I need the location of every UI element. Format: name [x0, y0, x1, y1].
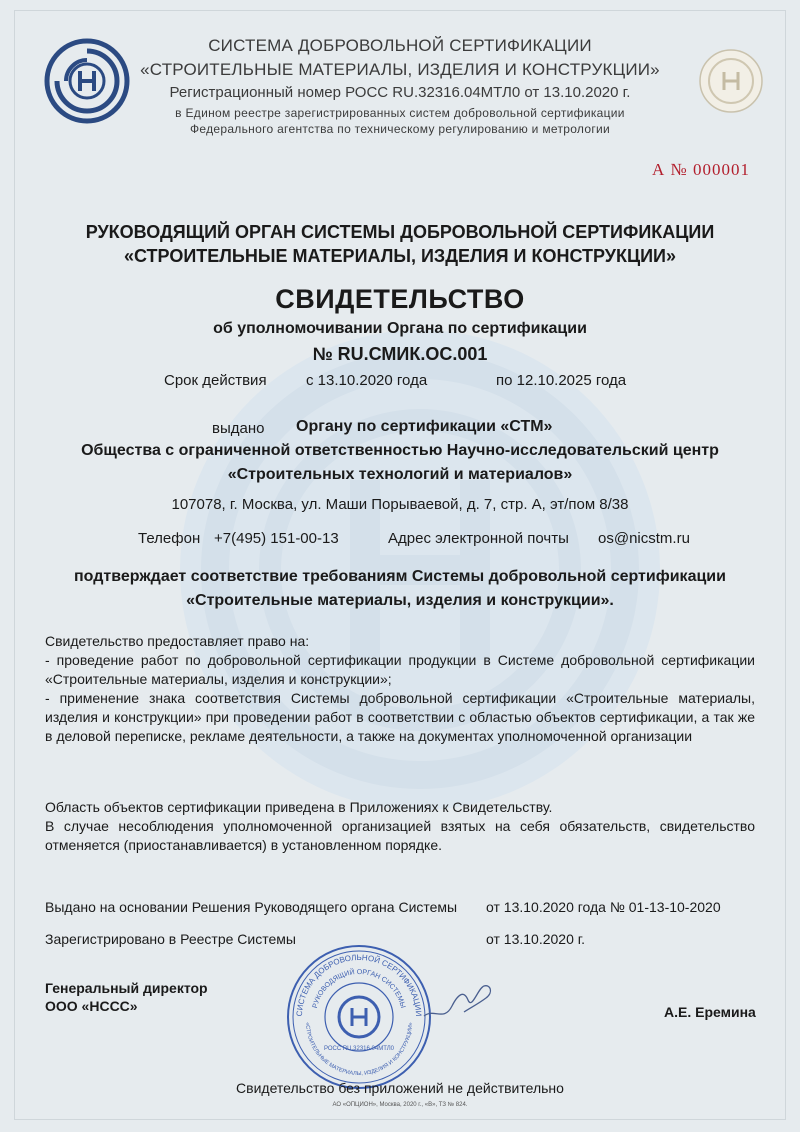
issued-company-line1: Общества с ограниченной ответственностью Научно-исследовательский центр [81, 442, 719, 459]
rights-block [45, 632, 755, 746]
confirms-line2: «Строительные материалы, изделия и конструкции». [186, 592, 614, 609]
header-registration: Регистрационный номер РОСС RU.32316.04МТЛ0 от 13.10.2020 г. [169, 84, 631, 101]
header-registry-line2: Федерального агентства по техническому регулированию и метрологии [189, 122, 611, 136]
email-value: os@nicstm.ru [598, 530, 690, 547]
registered-label: Зарегистрировано в Реестре Системы [45, 931, 296, 947]
document-title: СВИДЕТЕЛЬСТВО [275, 284, 525, 314]
registered-value: от 13.10.2020 г. [486, 931, 586, 947]
official-stamp [284, 942, 434, 1092]
issuer-line1: РУКОВОДЯЩИЙ ОРГАН СИСТЕМЫ ДОБРОВОЛЬНОЙ СЕРТИФИКАЦИИ [85, 222, 715, 242]
serial-number: А № 000001 [652, 160, 750, 179]
header-system-name: СИСТЕМА ДОБРОВОЛЬНОЙ СЕРТИФИКАЦИИ [208, 36, 592, 55]
scope-line1: Область объектов сертификации приведена в Приложениях к Свидетельству. [45, 799, 553, 815]
stamp-bottom-text: «СТРОИТЕЛЬНЫЕ МАТЕРИАЛЫ, ИЗДЕЛИЯ И КОНСТРУКЦИИ» [303, 1022, 415, 1078]
issued-label: выдано [212, 420, 265, 437]
email-label: Адрес электронной почты [388, 530, 569, 547]
signatory-name: А.Е. Еремина [664, 1004, 756, 1020]
document-subtitle: об уполномочивании Органа по сертификации [213, 320, 587, 337]
issued-address: 107078, г. Москва, ул. Маши Порываевой, д. 7, стр. А, эт/пом 8/38 [171, 496, 629, 513]
stamp-reg-text: РОСС RU.32316.04МТЛ0 [323, 1046, 395, 1052]
hologram-sticker-icon [698, 48, 764, 114]
validity-from: с 13.10.2020 года [306, 372, 428, 389]
rights-item-1: - проведение работ по добровольной сертификации продукции в Системе добровольной сертификации «Строительные материалы, изделия и конструкции»; [45, 652, 755, 687]
print-info: АО «ОПЦИОН», Москва, 2020 г., «В», ТЗ № 824. [332, 1102, 468, 1108]
signatory-company: ООО «НССС» [45, 998, 138, 1014]
basis-label: Выдано на основании Решения Руководящего органа Системы [45, 899, 458, 915]
header-registry-line1: в Едином реестре зарегистрированных систем добровольной сертификации [175, 106, 625, 120]
scope-block [45, 798, 755, 855]
phone-label: Телефон [138, 530, 201, 547]
phone-value: +7(495) 151-00-13 [214, 530, 339, 547]
validity-label: Срок действия [164, 372, 267, 389]
basis-value: от 13.10.2020 года № 01-13-10-2020 [486, 899, 721, 915]
validity-to: по 12.10.2025 года [496, 372, 627, 389]
signature-mark [420, 978, 500, 1028]
stamp-inner-text: РУКОВОДЯЩИЙ ОРГАН СИСТЕМЫ [311, 968, 407, 1009]
issuer-line2: «СТРОИТЕЛЬНЫЕ МАТЕРИАЛЫ, ИЗДЕЛИЯ И КОНСТРУКЦИИ» [124, 246, 676, 266]
stamp-outer-text: СИСТЕМА ДОБРОВОЛЬНОЙ СЕРТИФИКАЦИИ [294, 952, 424, 1017]
rights-intro: Свидетельство предоставляет право на: [45, 633, 310, 649]
confirms-line1: подтверждает соответствие требованиям Системы добровольной сертификации [74, 568, 726, 585]
signatory-position: Генеральный директор [45, 980, 208, 996]
footer-note: Свидетельство без приложений не действительно [236, 1080, 564, 1096]
header-system-quoted: «СТРОИТЕЛЬНЫЕ МАТЕРИАЛЫ, ИЗДЕЛИЯ И КОНСТРУКЦИИ» [140, 60, 660, 79]
certificate-number: № RU.СМИК.ОС.001 [312, 344, 488, 364]
scope-line2: В случае несоблюдения уполномоченной организацией взятых на себя обязательств, свидетельство отменяется (приостанавливается) в установленном порядке. [45, 818, 755, 853]
issued-company-line2: «Строительных технологий и материалов» [227, 466, 573, 483]
rights-item-2: - применение знака соответствия Системы добровольной сертификации «Строительные материалы, изделия и конструкции» при проведении работ в соответствии с областью объектов сертификации, а так же в деловой переписке, рекламе деятельности, а также на документах уполномоченной организации [45, 690, 755, 744]
issued-body-name: Органу по сертификации «СТМ» [296, 418, 553, 435]
